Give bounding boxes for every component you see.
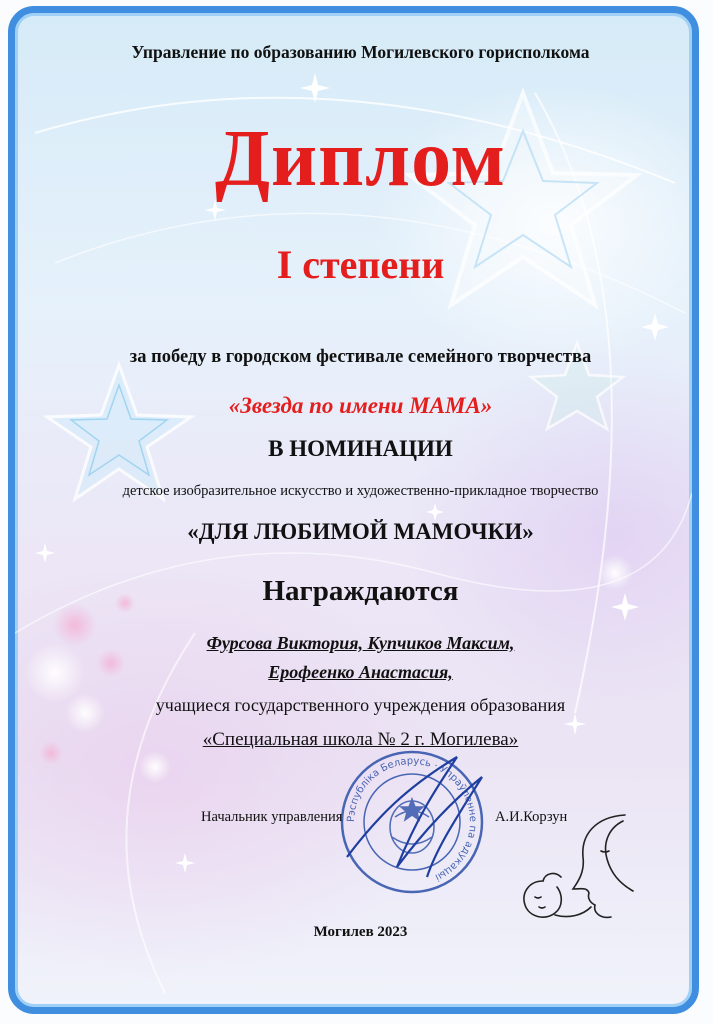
recipients-role: учащиеся государственного учреждения образования <box>155 695 566 715</box>
organization-header: Управление по образованию Могилевского горисполкома <box>131 42 590 62</box>
stamp-text: Рэспубліка Беларусь · Упраўленне па адукацыі <box>345 755 479 883</box>
diploma-title: Диплом <box>214 115 507 203</box>
awarded-heading: Награждаются <box>262 575 459 607</box>
recipients-line-1: Фурсова Виктория, Купчиков Максим, <box>206 633 515 653</box>
award-reason: за победу в городском фестивале семейного творчества <box>129 347 592 367</box>
signatory-name: А.И.Корзун <box>495 809 568 825</box>
svg-text:Рэспубліка Беларусь · Упраўлен <box>346 756 478 884</box>
diploma-degree: I степени <box>276 242 445 287</box>
festival-name: «Звезда по имени МАМА» <box>228 393 493 418</box>
star-icon <box>47 365 191 499</box>
stamp-seal <box>337 747 487 897</box>
school-name: «Специальная школа № 2 г. Могилева» <box>202 729 519 750</box>
nomination-description: детское изобразительное искусство и художественно-прикладное творчество <box>122 483 599 499</box>
signatory-title: Начальник управления <box>201 809 343 825</box>
nomination-name: «ДЛЯ ЛЮБИМОЙ МАМОЧКИ» <box>187 519 534 544</box>
recipients-line-2: Ерофеенко Анастасия, <box>268 662 453 682</box>
diploma-frame <box>8 6 699 1014</box>
place-and-year: Могилев 2023 <box>313 924 408 940</box>
nomination-label: В НОМИНАЦИИ <box>268 436 453 461</box>
mother-child-illustration <box>515 811 635 926</box>
